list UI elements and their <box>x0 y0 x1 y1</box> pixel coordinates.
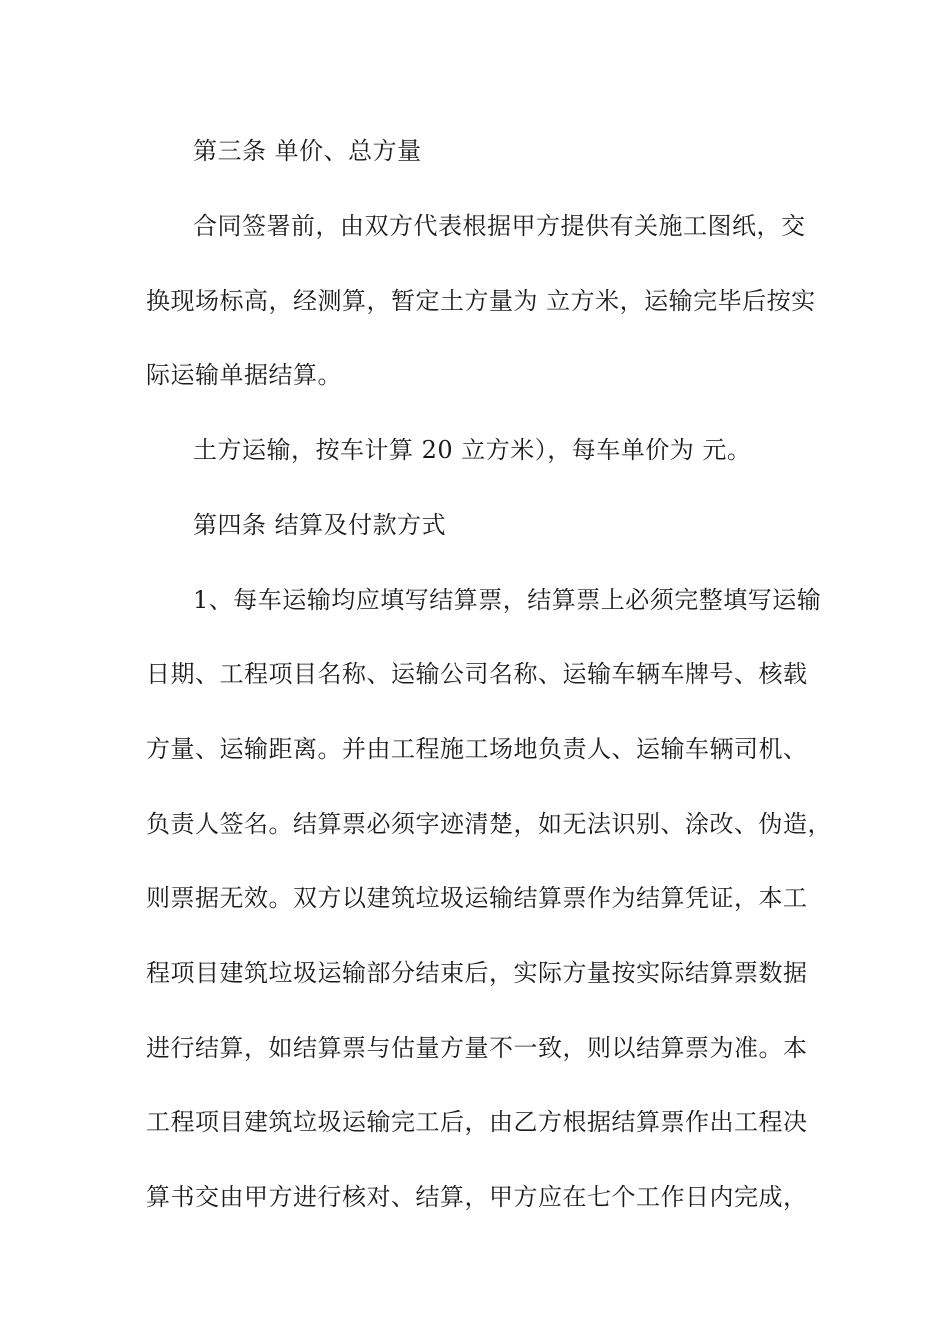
paragraph-line: 负责人签名。结算票必须字迹清楚，如无法识别、涂改、伪造， <box>146 810 832 838</box>
paragraph-line: 程项目建筑垃圾运输部分结束后，实际方量按实际结算票数据 <box>146 959 808 987</box>
paragraph-line: 日期、工程项目名称、运输公司名称、运输车辆车牌号、核载 <box>146 660 808 688</box>
section-heading-article-3: 第三条 单价、总方量 <box>193 137 422 165</box>
paragraph-line: 土方运输，按车计算 20 立方米），每车单价为 元。 <box>193 436 752 464</box>
paragraph-line: 工程项目建筑垃圾运输完工后，由乙方根据结算票作出工程决 <box>146 1108 808 1136</box>
paragraph-line: 换现场标高，经测算，暂定土方量为 立方米，运输完毕后按实 <box>146 287 816 315</box>
paragraph-line: 际运输单据结算。 <box>146 361 342 389</box>
section-heading-article-4: 第四条 结算及付款方式 <box>193 511 447 539</box>
paragraph-line: 则票据无效。双方以建筑垃圾运输结算票作为结算凭证，本工 <box>146 884 808 912</box>
paragraph-line: 1、每车运输均应填写结算票，结算票上必须完整填写运输 <box>193 586 822 614</box>
paragraph-line: 进行结算，如结算票与估量方量不一致，则以结算票为准。本 <box>146 1034 808 1062</box>
paragraph-line: 算书交由甲方进行核对、结算，甲方应在七个工作日内完成， <box>146 1183 808 1211</box>
paragraph-line: 合同签署前，由双方代表根据甲方提供有关施工图纸，交 <box>193 212 806 240</box>
paragraph-line: 方量、运输距离。并由工程施工场地负责人、运输车辆司机、 <box>146 735 808 763</box>
